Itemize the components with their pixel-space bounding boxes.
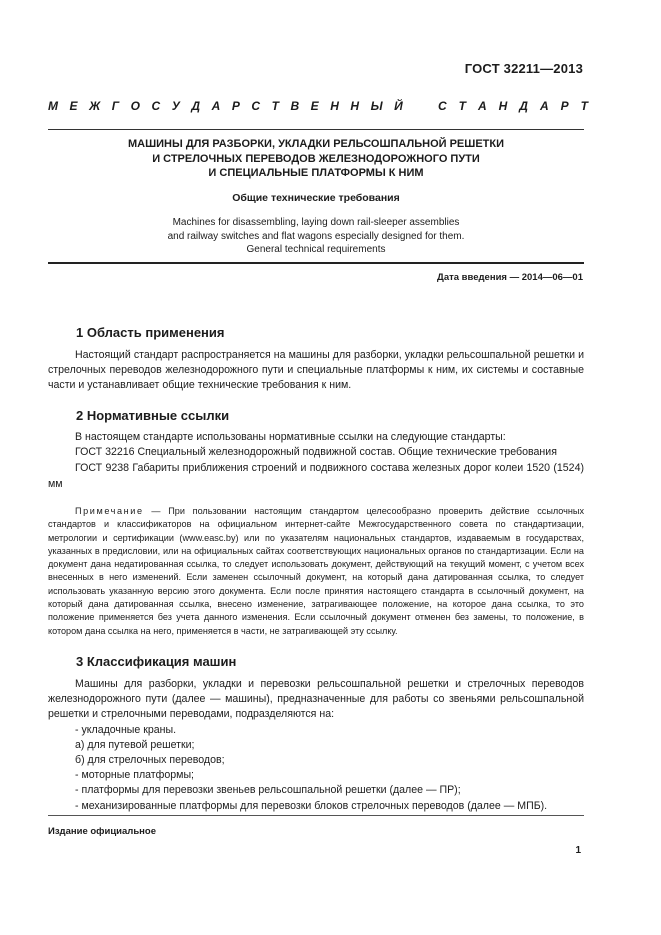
banner-letter: С <box>251 99 261 113</box>
page-number: 1 <box>575 845 581 856</box>
top-divider <box>48 129 584 130</box>
title-line-3: И СПЕЦИАЛЬНЫЕ ПЛАТФОРМЫ К НИМ <box>208 167 424 179</box>
reference-gost-9238: ГОСТ 9238 Габариты приближения строений и подвижного состава железных дорог колеи 1520 (1524) мм <box>48 462 584 490</box>
banner-letter: Н <box>330 99 339 113</box>
banner-letter: А <box>211 99 221 113</box>
banner-letter: А <box>539 99 549 113</box>
note-label: Примечание <box>75 506 144 516</box>
section-2-body <box>48 430 584 492</box>
banner-letter: Г <box>111 99 120 113</box>
english-title-line-2: and railway switches and flat wagons especially designed for them. <box>167 230 465 242</box>
document-subtitle: Общие технические требования <box>232 192 400 204</box>
banner-letter: М <box>48 99 58 113</box>
banner-letter: Е <box>310 99 319 113</box>
banner-letter: С <box>151 99 161 113</box>
note-text: — При пользовании настоящим стандартом целесообразно проверить действие ссылочных стандартов и классификаторов на официальном интернет-сайте Межгосударственного совета по стандартизации, метрологии и сертификации (www.easc.by) или по указателям национальных стандартов, издаваемым в государствах, указанных в предисловии, или на официальных сайтах соответствующих национальных органов по стандартизации. Если на документ дана недатированная ссылка, то следует использовать документ, действующий на текущий момент, с учетом всех внесенных в него изменений. Если заменен ссылочный документ, на который дана датированная ссылка, то следует использовать указанную версию этого документа. Если после принятия настоящего стандарта в ссылочный документ, на который дана датированная ссылка, внесено изменение, затрагивающее положение, на которое дана ссылка, то это положение применяется без учета данного изменения. Если ссылочный документ отменен без замены, то положение, в котором дана ссылка на него, применяется в части, не затрагивающей эту ссылку. <box>48 506 584 636</box>
english-title-line-1: Machines for disassembling, laying down rail-sleeper assemblies <box>172 217 460 228</box>
banner-letter: Д <box>191 99 201 113</box>
classification-item: а) для путевой решетки; <box>75 738 195 751</box>
banner-letter: Д <box>519 99 528 113</box>
section-1-text: Настоящий стандарт распространяется на машины для разборки, укладки рельсошпальной решетки и стрелочных переводов железнодорожного пути и специальные платформы к ним, их системы и составные части и устанавливает общие технические требования к ним. <box>48 349 584 392</box>
banner-letter: В <box>290 99 300 113</box>
banner-letter: Й <box>394 99 403 113</box>
english-title <box>48 216 584 257</box>
banner-letter: Т <box>458 99 466 113</box>
section-3-heading: 3 Классификация машин <box>76 654 237 669</box>
section-2-heading: 2 Нормативные ссылки <box>76 408 230 423</box>
classification-item: - механизированные платформы для перевозки блоков стрелочных переводов (далее — МПБ). <box>75 799 548 812</box>
english-title-line-3: General technical requirements <box>246 244 386 255</box>
banner-letter: Р <box>560 99 569 113</box>
banner-letter: Е <box>69 99 78 113</box>
banner-letter: Т <box>271 99 279 113</box>
banner-word-standard <box>438 99 588 113</box>
section-3-body <box>48 677 584 814</box>
classification-item: - укладочные краны. <box>75 723 177 736</box>
introduction-date: Дата введения — 2014—06—01 <box>437 272 583 283</box>
title-line-1: МАШИНЫ ДЛЯ РАЗБОРКИ, УКЛАДКИ РЕЛЬСОШПАЛЬНОЙ РЕШЕТКИ <box>127 138 504 150</box>
banner-letter: С <box>438 99 447 113</box>
classification-item: - платформы для перевозки звеньев рельсошпальной решетки (далее — ПР); <box>75 784 461 797</box>
title-line-2: И СТРЕЛОЧНЫХ ПЕРЕВОДОВ ЖЕЛЕЗНОДОРОЖНОГО ПУТИ <box>152 152 480 165</box>
banner-letter: Ы <box>370 99 383 113</box>
footer-divider <box>48 815 584 816</box>
banner-letter: Р <box>231 99 240 113</box>
interstate-standard-banner <box>48 99 588 113</box>
banner-letter: Н <box>498 99 508 113</box>
banner-letter: О <box>130 99 140 113</box>
section-2-intro: В настоящем стандарте использованы нормативные ссылки на следующие стандарты: <box>75 431 506 443</box>
reference-gost-32216: ГОСТ 32216 Специальный железнодорожный подвижной состав. Общие технические требования <box>75 446 557 459</box>
document-title <box>48 137 584 181</box>
standard-id: ГОСТ 32211—2013 <box>464 61 583 76</box>
section-1-heading: 1 Область применения <box>76 325 225 340</box>
section-3-intro: Машины для разборки, укладки и перевозки рельсошпальной решетки и стрелочных переводов железнодорожного пути (далее — машины), предназначенные для работы со звеньями рельсошпальной решетки и стрелочными переводами, подразделяются на: <box>48 678 584 721</box>
banner-letter: Н <box>350 99 360 113</box>
banner-word-interstate <box>48 99 403 113</box>
banner-letter: Т <box>580 99 588 113</box>
banner-letter: Ж <box>89 99 101 113</box>
official-edition-label: Издание официальное <box>48 826 156 837</box>
section-1-body <box>48 348 584 394</box>
references-note <box>48 505 584 638</box>
title-divider <box>48 262 584 264</box>
banner-letter: А <box>477 99 487 113</box>
classification-item: б) для стрелочных переводов; <box>75 754 225 767</box>
banner-letter: У <box>171 99 180 113</box>
classification-item: - моторные платформы; <box>75 769 194 782</box>
